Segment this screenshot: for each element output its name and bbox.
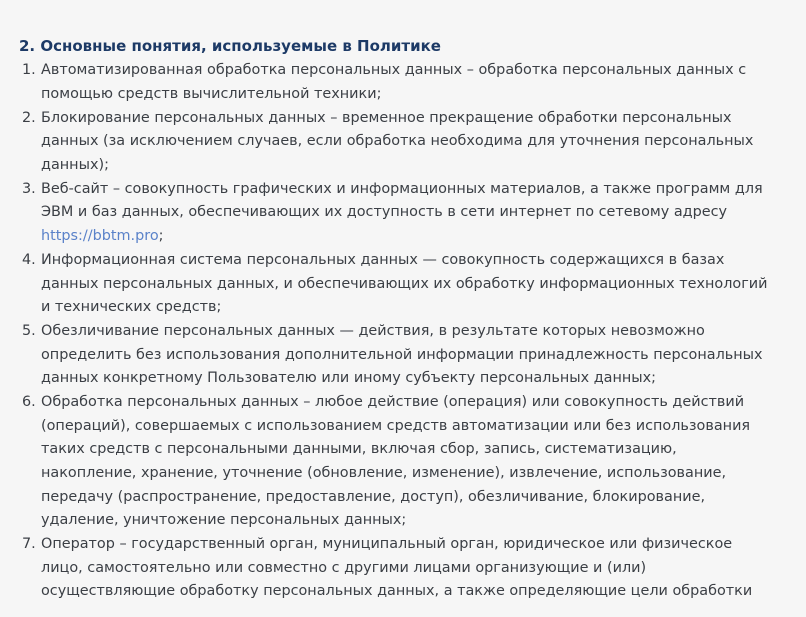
item-text-line: Веб-сайт – совокупность графических и информационных материалов, а также программ для (41, 180, 763, 197)
item-number: 5. (22, 323, 36, 340)
item-number: 6. (22, 394, 36, 411)
item-text-line: Информационная система персональных данных — совокупность содержащихся в базах (41, 251, 725, 268)
definition-item (0, 59, 793, 106)
item-text-line: определить без использования дополнительной информации принадлежность персональных (41, 346, 763, 363)
item-text-line: удаление, уничтожение персональных данных; (41, 512, 407, 529)
item-text-line: данных); (41, 156, 109, 173)
item-number: 2. (22, 109, 36, 126)
item-text-line: Обработка персональных данных – любое действие (операция) или совокупность действий (41, 394, 745, 411)
definition-item (0, 178, 793, 249)
item-number: 1. (22, 62, 36, 78)
item-text-line: Оператор – государственный орган, муниципальный орган, юридическое или физическое (41, 536, 733, 553)
item-text-line: и технических средств; (41, 299, 222, 316)
item-text-line: таких средств с персональными данными, включая сбор, запись, систематизацию, (41, 441, 677, 458)
definition-item (0, 533, 793, 604)
item-text-line: Автоматизированная обработка персональных данных – обработка персональных данных с (41, 62, 747, 78)
item-text-line: ЭВМ и баз данных, обеспечивающих их доступность в сети интернет по сетевому адресу (41, 204, 728, 221)
item-text-line: Обезличивание персональных данных — действия, в результате которых невозможно (41, 323, 705, 340)
section-heading: 2. Основные понятия, используемые в Политике (19, 37, 441, 55)
link-suffix: ; (158, 227, 164, 244)
item-text-line: накопление, хранение, уточнение (обновление, изменение), извлечение, использование, (41, 465, 727, 482)
definition-item (0, 320, 793, 391)
item-text-line: Блокирование персональных данных – временное прекращение обработки персональных (41, 109, 732, 126)
definition-item (0, 107, 793, 178)
item-number: 3. (22, 180, 36, 197)
item-text-line: (операций), совершаемых с использованием средств автоматизации или без использования (41, 417, 751, 434)
item-text-line: данных конкретному Пользователю или иному субъекту персональных данных; (41, 370, 657, 387)
website-link[interactable]: https://bbtm.pro (41, 227, 159, 244)
item-text-line (41, 225, 793, 249)
definition-item (0, 249, 793, 320)
item-text-line: осуществляющие обработку персональных данных, а также определяющие цели обработки (41, 583, 753, 600)
definitions-list (0, 59, 793, 604)
item-text-line: помощью средств вычислительной техники; (41, 85, 382, 102)
definition-item (0, 391, 793, 533)
item-number: 4. (22, 251, 36, 268)
item-text-line: данных (за исключением случаев, если обработка необходима для уточнения персональных (41, 133, 754, 150)
item-text-line: передачу (распространение, предоставление, доступ), обезличивание, блокирование, (41, 488, 706, 505)
item-number: 7. (22, 536, 36, 553)
item-text-line: данных персональных данных, и обеспечивающих их обработку информационных технологий (41, 275, 768, 292)
item-text-line: лицо, самостоятельно или совместно с другими лицами организующие и (или) (41, 559, 647, 576)
